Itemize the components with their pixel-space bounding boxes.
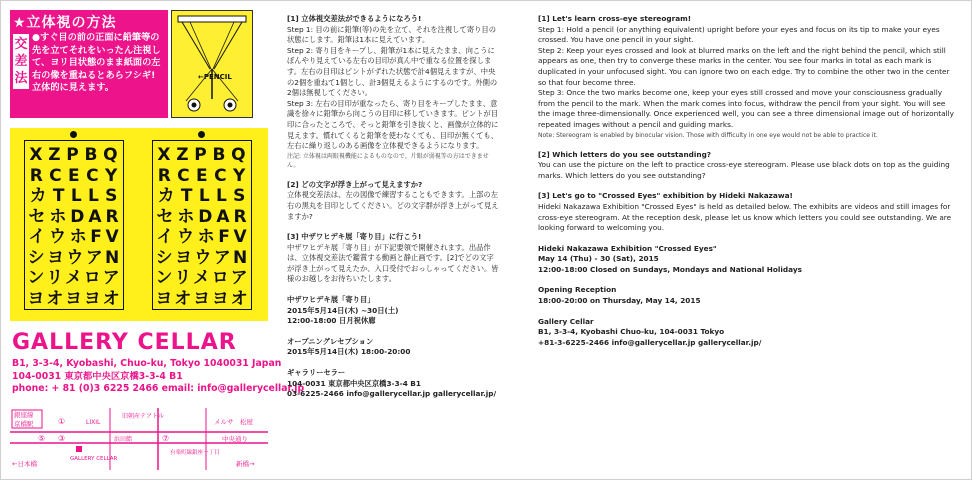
- jp-gallery-address: 104-0031 東京都中央区京橋3-3-4 B1: [287, 378, 421, 388]
- map-label: GALLERY CELLAR: [70, 456, 118, 462]
- method-heading: ★立体視の方法: [13, 15, 117, 31]
- stereogram-letter: Z: [176, 145, 190, 165]
- en-heading-1: [1] Let's learn cross-eye stereogram!: [538, 14, 692, 23]
- stereogram-letter: メ: [192, 268, 211, 288]
- stereogram-letter: ア: [85, 247, 104, 268]
- stereogram-letter: ア: [230, 268, 249, 288]
- stereogram-row: [25, 166, 123, 187]
- stereogram-letter: D: [198, 206, 214, 227]
- map-label: ③: [58, 434, 66, 443]
- map-label: ←日本橋: [12, 460, 37, 468]
- stereogram-letter: X: [29, 145, 44, 165]
- jp-opening-time: 2015年5月14日(木) 18:00-20:00: [287, 347, 411, 357]
- stereogram-letter: ホ: [197, 227, 216, 247]
- stereogram-letter: C: [49, 165, 63, 186]
- stereogram-letter: ン: [27, 268, 46, 288]
- stereogram-letter: R: [29, 165, 44, 186]
- en-heading-3: [3] Let's go to "Crossed Eyes" exhibition by Hideki Nakazawa!: [538, 191, 793, 201]
- stereogram-letter: メ: [64, 268, 83, 288]
- map-label: 有楽町線銀座一丁目: [170, 450, 220, 456]
- stereogram-row: [153, 289, 251, 310]
- stereogram-letter: ヨ: [192, 288, 211, 309]
- stereogram-letter: ウ: [176, 227, 195, 247]
- stereogram-row: [153, 268, 251, 289]
- stereogram-letter: カ: [29, 186, 48, 206]
- stereogram-row: [25, 186, 123, 207]
- stereogram-row: [153, 186, 251, 207]
- map-label: LIXIL: [86, 419, 101, 426]
- stereogram-letter: ヨ: [155, 288, 174, 309]
- jp-para-2: 立体視交差法は、左の図像で練習することもできます。上部の左右の黒丸を目印としてください。どの文字群が浮き上がって見えますか?: [287, 190, 499, 221]
- stereogram-letter: シ: [27, 247, 46, 268]
- jp-para-3: 中ザワヒデキ展「寄り目」が下記要領で開催されます。出品作は、立体視交差法で鑑賞する動画と静止画です。[2]でどの文字が浮き上がって見えたか、入口受付でおっしゃってください。皆様のお越しをお待ちいたします。: [287, 242, 499, 284]
- en-event-title: Hideki Nakazawa Exhibition "Crossed Eyes": [538, 243, 717, 253]
- map-label: 銀座線: [14, 411, 34, 419]
- jp-event-title: 中ザワヒデキ展「寄り目」: [287, 295, 375, 305]
- stereogram-letter: S: [233, 186, 247, 206]
- jp-heading-1: [1] 立体視交差法ができるようになろう!: [287, 14, 422, 23]
- pencil-label: ←PENCIL: [198, 73, 232, 81]
- stereogram-letter: ン: [155, 268, 174, 288]
- stereogram-panel: [10, 128, 268, 321]
- guide-dot-left: [70, 131, 77, 138]
- en-event-date: May 14 (Thu) - 30 (Sat), 2015: [538, 254, 659, 264]
- stereogram-row: [25, 145, 123, 166]
- letter-grid-right: [153, 141, 251, 309]
- stereogram-letter: ウ: [66, 247, 85, 268]
- jp-event-date: 2015年5月14日(木) ~30日(土): [287, 305, 399, 315]
- map-label: 京橋駅: [14, 420, 34, 428]
- address-en: B1, 3-3-4, Kyobashi, Chuo-ku, Tokyo 1040031 Japan: [12, 358, 282, 369]
- map-label: 新橋→: [236, 460, 255, 468]
- stereogram-left: [24, 140, 124, 310]
- stereogram-letter: E: [196, 165, 209, 186]
- en-heading-2: [2] Which letters do you see outstanding?: [538, 149, 712, 159]
- en-step-1: Step 1: Hold a pencil (or anything equivalent) upright before your eyes and focus on its tip to make your eyes crossed. You have one pencil in your sight.: [538, 24, 940, 45]
- stereogram-letter: ロ: [83, 268, 102, 288]
- stereogram-letter: A: [216, 206, 231, 227]
- stereogram-letter: リ: [174, 268, 193, 288]
- method-title-box: [10, 10, 168, 118]
- en-step-3: Step 3: Once the two marks become one, keep your eyes still crossed and move your consciousness gradually from the pencil to the mark. When the mark comes into focus, withdraw the pencil from your sight. You will see the image three-dimensionally. Once experienced well, you can see a three dimensional image out of horizontally repeated images without a pencil and guiding marks.: [538, 88, 954, 129]
- english-column: [538, 14, 958, 348]
- en-opening-time: 18:00-20:00 on Thursday, May 14, 2015: [538, 296, 701, 306]
- stereogram-letter: イ: [156, 227, 175, 247]
- en-opening-title: Opening Reception: [538, 285, 617, 295]
- map-label: ⑤: [38, 434, 46, 443]
- stereogram-letter: ホ: [69, 227, 88, 247]
- en-gallery-title: Gallery Cellar: [538, 316, 594, 326]
- stereogram-letter: B: [84, 145, 99, 165]
- stereogram-letter: セ: [28, 206, 47, 227]
- map-label: メルサ: [214, 418, 234, 426]
- pencil-illustration: [171, 10, 253, 118]
- stereogram-letter: カ: [157, 186, 176, 206]
- stereogram-letter: B: [212, 145, 227, 165]
- stereogram-letter: ヨ: [175, 247, 194, 268]
- stereogram-letter: E: [68, 165, 81, 186]
- stereogram-row: [25, 248, 123, 269]
- stereogram-letter: Y: [232, 165, 247, 186]
- stereogram-row: [153, 227, 251, 248]
- stereogram-row: [25, 289, 123, 310]
- stereogram-letter: C: [214, 165, 228, 186]
- stereogram-right: [152, 140, 252, 310]
- stereogram-letter: N: [105, 247, 121, 268]
- stereogram-letter: ロ: [211, 268, 230, 288]
- stereogram-letter: L: [215, 186, 228, 206]
- stereogram-letter: ア: [213, 247, 232, 268]
- map-label: ①: [58, 417, 66, 426]
- jp-step-2: Step 2: 寄り目をキープし、鉛筆が1本に見えたまま、向こうにぼんやり見えている左右の目印が真ん中で重なる位置を探します。左右の目印はピントがずれた状態で計4個見えますが、中央の2個を重ねて1個とし、計3個見えるようにするのです。外側の2個は無視してください。: [287, 45, 498, 98]
- access-map: [10, 408, 268, 470]
- en-step-2: Step 2: Keep your eyes crossed and look at blurred marks on the left and the right behind the pencil, which still appears as one, then try to converge these marks in the center. You see four marks in total as each mark is duplicated in your unfocused sight. You can ignore two on each edge. Try to combine the other two in the center so that four become three.: [538, 45, 950, 87]
- stereogram-row: [153, 166, 251, 187]
- stereogram-row: [25, 268, 123, 289]
- stereogram-letter: L: [87, 186, 100, 206]
- en-event-time: 12:00-18:00 Closed on Sundays, Mondays and National Holidays: [538, 264, 802, 274]
- stereogram-letter: オ: [230, 288, 249, 309]
- stereogram-letter: オ: [174, 288, 193, 309]
- stereogram-letter: X: [157, 145, 172, 165]
- stereogram-letter: R: [157, 165, 172, 186]
- stereogram-letter: ヨ: [27, 288, 46, 309]
- guide-dot-right: [198, 131, 205, 138]
- en-para-2: You can use the picture on the left to practice cross-eye stereogram. Please use black dots on top as the guiding marks. Which letters do you see outstanding?: [538, 160, 950, 180]
- stereogram-letter: Q: [103, 145, 119, 165]
- gallery-logo: GALLERY CELLAR: [12, 330, 237, 355]
- en-note: Note: Stereogram is enabled by binocular vision. Those with difficulty in one eye would not be able to practice it.: [538, 131, 878, 139]
- jp-opening-title: オープニングレセプション: [287, 336, 374, 346]
- stereogram-letter: V: [105, 227, 120, 247]
- stereogram-letter: D: [70, 206, 86, 227]
- pencil-diagram-icon: [172, 11, 252, 117]
- stereogram-letter: オ: [102, 288, 121, 309]
- stereogram-letter: T: [180, 186, 194, 206]
- stereogram-letter: F: [218, 227, 231, 247]
- stereogram-letter: ホ: [49, 206, 68, 227]
- stereogram-letter: R: [233, 206, 248, 227]
- letter-grid-left: [25, 141, 123, 309]
- stereogram-row: [153, 248, 251, 269]
- jp-heading-2: [2] どの文字が浮き上がって見えますか?: [287, 179, 423, 189]
- stereogram-letter: C: [177, 165, 191, 186]
- jp-heading-3: [3] 中ザワヒデキ展「寄り目」に行こう!: [287, 232, 422, 242]
- stereogram-letter: P: [66, 145, 80, 165]
- jp-event-time: 12:00-18:00 日月祝休廊: [287, 316, 376, 326]
- stereogram-letter: シ: [155, 247, 174, 268]
- side-char: 法: [14, 71, 28, 86]
- stereogram-letter: N: [233, 247, 249, 268]
- stereogram-letter: ホ: [177, 206, 196, 227]
- stereogram-letter: セ: [156, 206, 175, 227]
- stereogram-letter: Z: [48, 145, 62, 165]
- stereogram-letter: L: [70, 186, 83, 206]
- stereogram-letter: ヨ: [211, 288, 230, 309]
- map-label: 松屋: [240, 418, 253, 426]
- side-char: 交: [14, 37, 28, 52]
- stereogram-letter: Q: [231, 145, 247, 165]
- stereogram-letter: リ: [46, 268, 65, 288]
- jp-gallery-title: ギャラリーセラー: [287, 368, 346, 378]
- method-description: ●すぐ目の前の正面に鉛筆等の先を立てそれをいったん注視して、ヨリ目状態のまま紙面の左右の像を重ねるとあらフシギ! 立体的に見えます。: [32, 32, 161, 94]
- stereogram-letter: L: [198, 186, 211, 206]
- japanese-column: [287, 14, 501, 400]
- stereogram-letter: F: [90, 227, 103, 247]
- stereogram-row: [25, 227, 123, 248]
- en-para-3: Hideki Nakazawa Exhibition "Crossed Eyes" is held as detailed below. The exhibits are videos and still images for cross-eye stereogram. At the reception desk, please let us know which letters you could see outstanding. We are looking forward to welcoming you.: [538, 201, 952, 233]
- map-label: 浜田鮨: [114, 436, 133, 443]
- stereogram-row: [153, 145, 251, 166]
- stereogram-letter: ヨ: [64, 288, 83, 309]
- stereogram-letter: P: [194, 145, 208, 165]
- stereogram-letter: オ: [46, 288, 65, 309]
- stereogram-letter: V: [233, 227, 248, 247]
- gallery-phone: phone: + 81 (0)3 6225 2466 email: info@gallerycellar.jp: [12, 383, 305, 394]
- stereogram-letter: イ: [28, 227, 47, 247]
- stereogram-letter: C: [86, 165, 100, 186]
- jp-step-3: Step 3: 左右の目印が重なったら、寄り目をキープしたまま、意識を徐々に鉛筆から向こうの目印に移していきます。ピントが目印に合ったところで、そっと鉛筆を引き抜くと、画像が立体的に見えます。慣れてくると鉛筆を使わなくても、目印が無くても、左右に繰り返しのある画像を立体視できるようになります。: [287, 98, 499, 151]
- stereogram-letter: ウ: [194, 247, 213, 268]
- map-label: 旧朝産テアトル: [122, 413, 165, 420]
- jp-step-1: Step 1: 目の前に鉛筆(等)の先を立て、それを注視して寄り目の状態にします。鉛筆は1本に見えています。: [287, 24, 497, 45]
- address-jp: 104-0031 東京都中央区京橋3-3-4 B1: [12, 370, 183, 382]
- jp-note: 注記: 立体視は両眼視機能によるものなので、片眼が弱視等の方はできません。: [287, 152, 489, 169]
- stereogram-letter: ウ: [48, 227, 67, 247]
- map-label: 中央通り: [222, 435, 248, 443]
- stereogram-letter: S: [105, 186, 119, 206]
- map-label: ⑦: [162, 434, 170, 443]
- stereogram-row: [153, 207, 251, 228]
- en-gallery-contact: +81-3-6225-2466 info@gallerycellar.jp gallerycellar.jp/: [538, 337, 762, 347]
- stereogram-letter: ヨ: [83, 288, 102, 309]
- stereogram-letter: A: [88, 206, 103, 227]
- method-side-label: [13, 34, 29, 89]
- stereogram-letter: ヨ: [47, 247, 66, 268]
- stereogram-letter: ア: [102, 268, 121, 288]
- side-char: 差: [14, 54, 28, 69]
- stereogram-letter: Y: [104, 165, 119, 186]
- stereogram-letter: R: [105, 206, 120, 227]
- stereogram-row: [25, 207, 123, 228]
- gallery-address: [12, 358, 304, 396]
- jp-gallery-contact: 03-6225-2466 info@gallerycellar.jp gallerycellar.jp/: [287, 389, 497, 399]
- en-gallery-address: B1, 3-3-4, Kyobashi Chuo-ku, 104-0031 Tokyo: [538, 327, 725, 337]
- stereogram-letter: T: [52, 186, 66, 206]
